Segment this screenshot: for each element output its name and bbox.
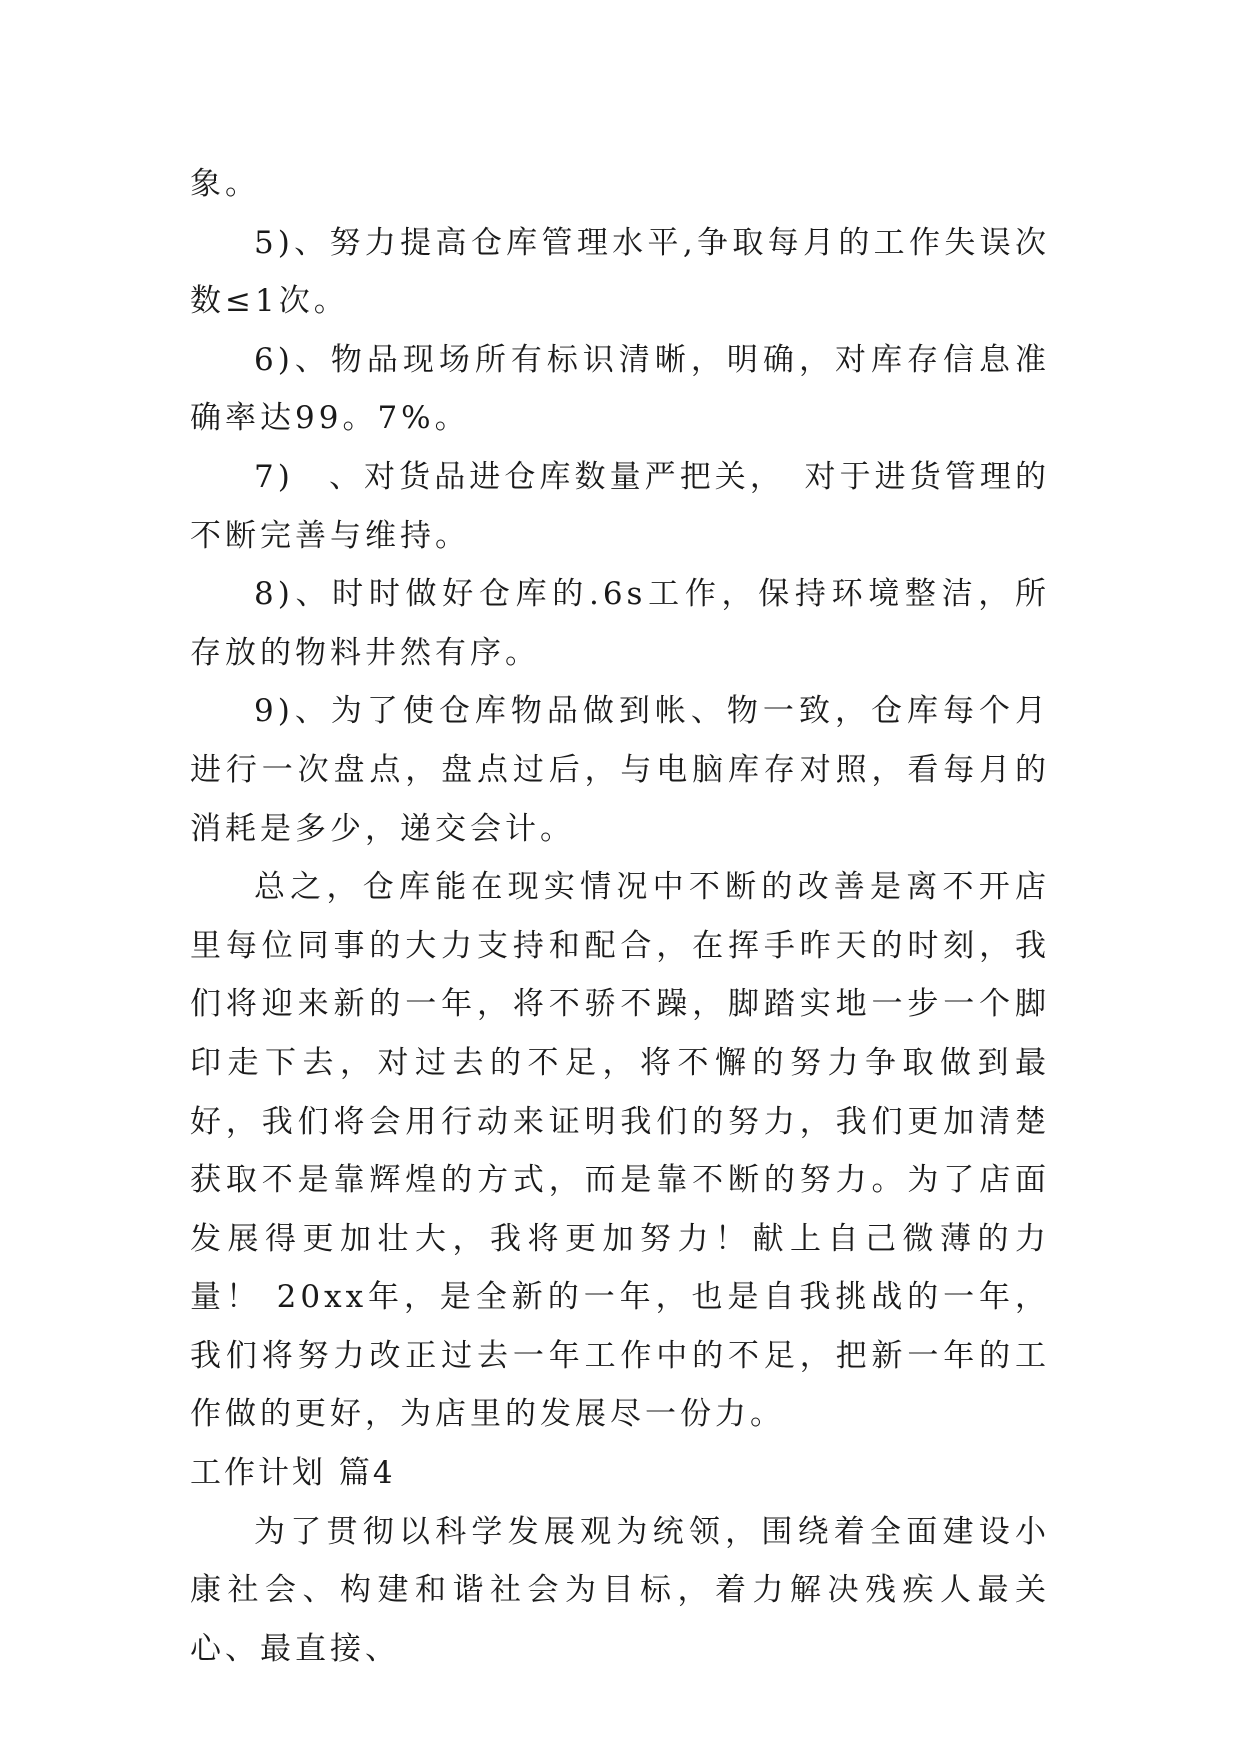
paragraph-summary: 总之，仓库能在现实情况中不断的改善是离不开店里每位同事的大力支持和配合，在挥手昨天的时刻，我们将迎来新的一年，将不骄不躁，脚踏实地一步一个脚印走下去，对过去的不足，将不懈的努力争取做到最好，我们将会用行动来证明我们的努力，我们更加清楚获取不是靠辉煌的方式，而是靠不断的努力。为了店面发展得更加壮大，我将更加努力！献上自己微薄的力量！ 20xx年，是全新的一年，也是自我挑战的一年，我们将努力改正过去一年工作中的不足，把新一年的工作做的更好，为店里的发展尽一份力。: [190, 869, 1050, 1433]
section-heading: 工作计划 篇4: [190, 1455, 396, 1492]
paragraph-item-9: 9)、为了使仓库物品做到帐、物一致，仓库每个月进行一次盘点，盘点过后，与电脑库存对照，看每月的消耗是多少，递交会计。: [190, 693, 1050, 847]
document-body: [190, 155, 1050, 1678]
paragraph-item-8: 8)、时时做好仓库的.6s工作，保持环境整洁，所存放的物料井然有序。: [190, 576, 1050, 671]
paragraph-item-7: 7) 、对货品进仓库数量严把关， 对于进货管理的不断完善与维持。: [190, 458, 1050, 554]
paragraph-item-6: 6)、物品现场所有标识清晰，明确，对库存信息准确率达99。7%。: [190, 341, 1050, 437]
paragraph-intro: 为了贯彻以科学发展观为统领，围绕着全面建设小康社会、构建和谐社会为目标，着力解决残疾人最关心、最直接、: [190, 1513, 1050, 1667]
paragraph-continuation: 象。: [190, 166, 260, 202]
paragraph-item-5: 5)、努力提高仓库管理水平,争取每月的工作失误次数≤1次。: [190, 224, 1050, 320]
